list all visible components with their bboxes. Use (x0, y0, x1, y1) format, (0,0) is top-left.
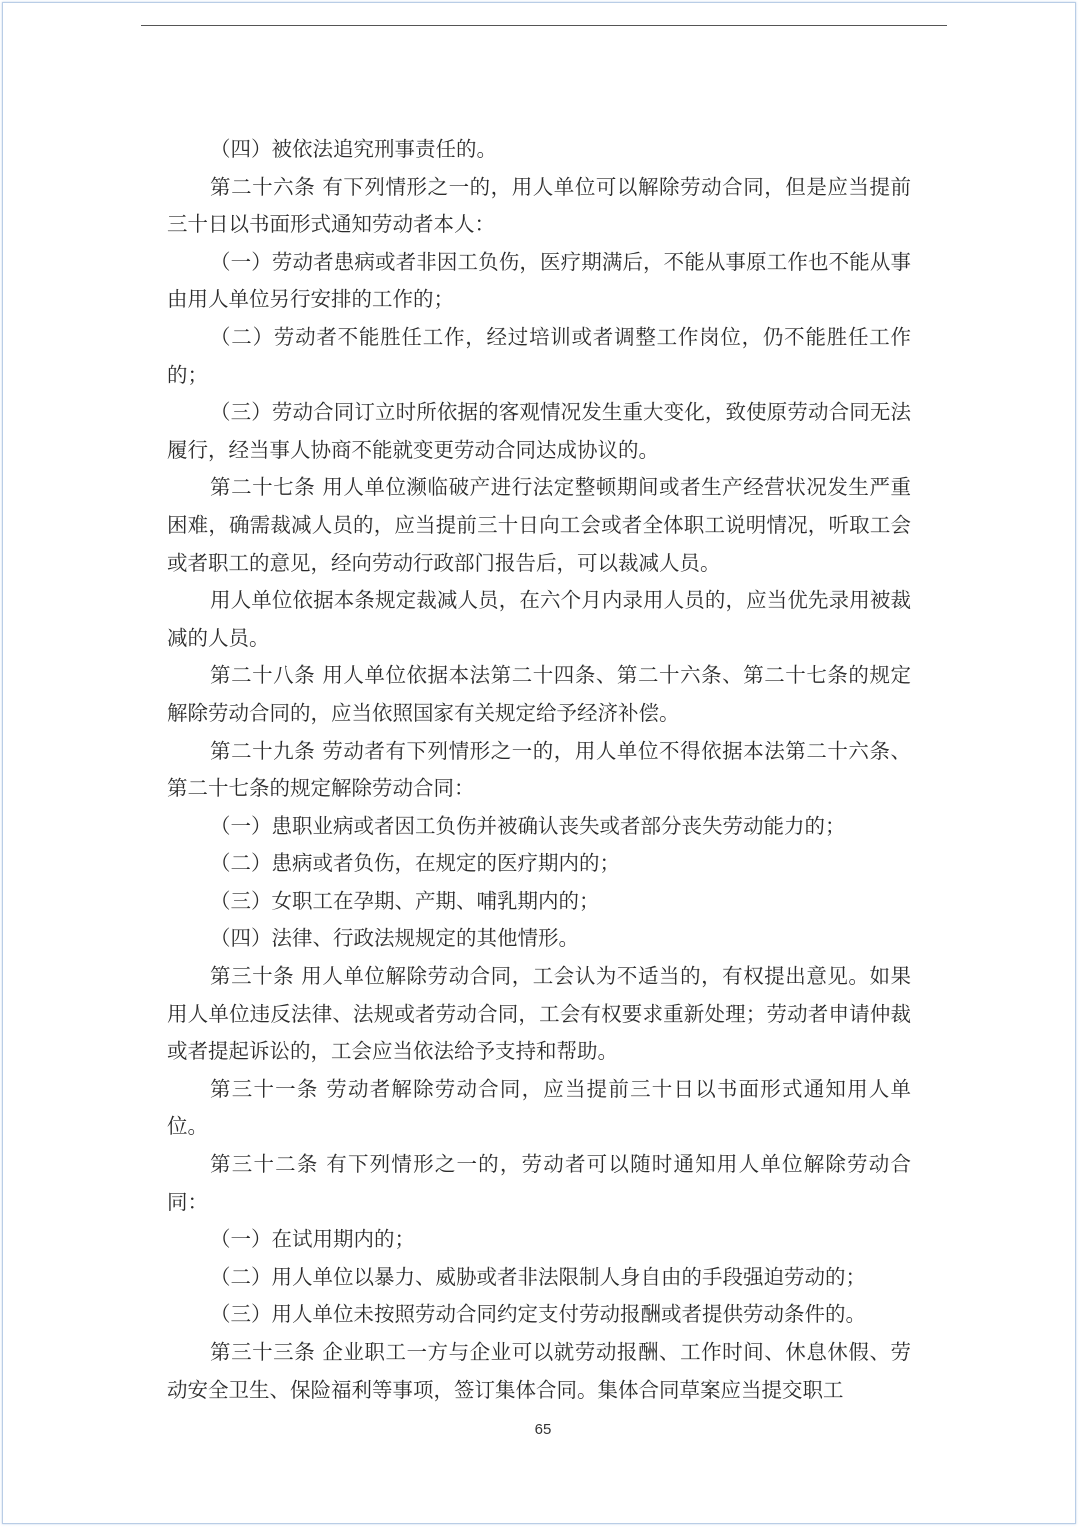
paragraph: 第二十六条 有下列情形之一的，用人单位可以解除劳动合同，但是应当提前三十日以书面形式通知劳动者本人： (167, 174, 911, 237)
paragraph: 第三十三条 企业职工一方与企业可以就劳动报酬、工作时间、休息休假、劳动安全卫生、保险福利等事项，签订集体合同。集体合同草案应当提交职工 (167, 1340, 911, 1402)
page-number: 65 (534, 1421, 552, 1438)
paragraph: 第二十八条 用人单位依据本法第二十四条、第二十六条、第二十七条的规定解除劳动合同的，应当依照国家有关规定给予经济补偿。 (167, 663, 911, 725)
paragraph: （一）患职业病或者因工负伤并被确认丧失或者部分丧失劳动能力的； (210, 813, 846, 838)
paragraph: （二）劳动者不能胜任工作，经过培训或者调整工作岗位，仍不能胜任工作的； (167, 324, 911, 387)
paragraph: （三）用人单位未按照劳动合同约定支付劳动报酬或者提供劳动条件的。 (210, 1302, 867, 1327)
paragraph: （四）被依法追究刑事责任的。 (210, 137, 498, 161)
header-rule (141, 25, 947, 26)
paragraph: （一）劳动者患病或者非因工负伤，医疗期满后，不能从事原工作也不能从事由用人单位另行安排的工作的； (167, 249, 911, 312)
paragraph: （二）用人单位以暴力、威胁或者非法限制人身自由的手段强迫劳动的； (210, 1264, 867, 1289)
paragraph: （三）劳动合同订立时所依据的客观情况发生重大变化，致使原劳动合同无法履行，经当事人协商不能就变更劳动合同达成协议的。 (167, 400, 911, 462)
paragraph: 第三十条 用人单位解除劳动合同，工会认为不适当的，有权提出意见。如果用人单位违反法律、法规或者劳动合同，工会有权要求重新处理；劳动者申请仲裁或者提起诉讼的，工会应当依法给予支持和帮助。 (167, 964, 911, 1064)
paragraph: 第三十二条 有下列情形之一的，劳动者可以随时通知用人单位解除劳动合同： (167, 1152, 911, 1214)
paragraph: （一）在试用期内的； (210, 1227, 416, 1252)
paragraph: （二）患病或者负伤，在规定的医疗期内的； (210, 851, 621, 876)
paragraph: （四）法律、行政法规规定的其他情形。 (210, 926, 580, 951)
document-page (2, 2, 1076, 1524)
paragraph: （三）女职工在孕期、产期、哺乳期内的； (210, 888, 600, 913)
paragraph: 第三十一条 劳动者解除劳动合同，应当提前三十日以书面形式通知用人单位。 (167, 1076, 911, 1139)
paragraph: 第二十七条 用人单位濒临破产进行法定整顿期间或者生产经营状况发生严重困难，确需裁减人员的，应当提前三十日向工会或者全体职工说明情况，听取工会或者职工的意见，经向劳动行政部门报告后，可以裁减人员。 (167, 475, 911, 575)
paragraph: 用人单位依据本条规定裁减人员，在六个月内录用人员的，应当优先录用被裁减的人员。 (167, 588, 911, 650)
page-body (167, 131, 911, 1409)
paragraph: 第二十九条 劳动者有下列情形之一的，用人单位不得依据本法第二十六条、第二十七条的规定解除劳动合同： (167, 738, 911, 801)
